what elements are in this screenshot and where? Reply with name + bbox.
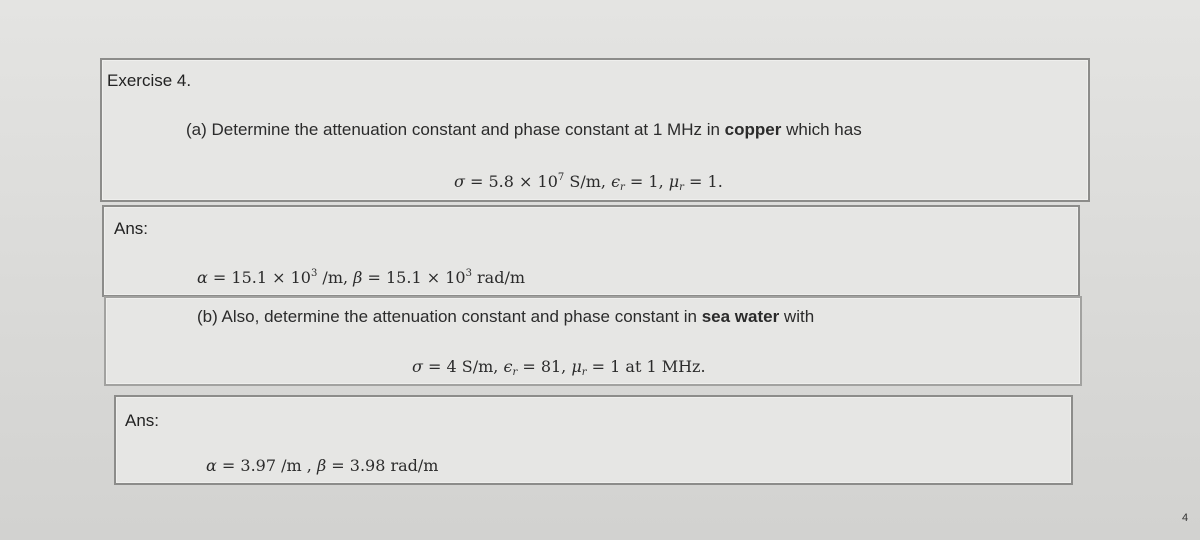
given-a-sigma: 5.8 × 10 bbox=[488, 172, 558, 191]
question-a-material: copper bbox=[724, 120, 782, 139]
given-b-er: = 81, bbox=[522, 357, 567, 376]
answer-b-value bbox=[206, 456, 438, 475]
exercise-title: Exercise 4. bbox=[107, 71, 192, 90]
beta-symbol: β bbox=[316, 456, 327, 475]
answer-a-alpha-exp: 3 bbox=[310, 268, 318, 279]
question-a-pre: (a) Determine the attenuation constant and phase constant at 1 MHz in bbox=[186, 120, 720, 139]
page-number: 4 bbox=[1182, 512, 1189, 524]
question-a-given: $\sigma = 5.8 \times 10^7$ S/m, $\epsilon_r = 1$, $\mu_r = 1$. bbox=[454, 172, 723, 193]
question-a-post: which has bbox=[786, 120, 862, 139]
alpha-symbol: α bbox=[206, 456, 217, 475]
question-b-post: with bbox=[783, 307, 815, 326]
given-a-er: = 1, bbox=[629, 172, 664, 191]
sigma-symbol: σ bbox=[412, 357, 423, 376]
answer-a-alpha-unit: /m, bbox=[322, 268, 349, 287]
question-b-material: sea water bbox=[701, 307, 780, 326]
beta-symbol: β bbox=[353, 268, 363, 287]
given-b-sigma: = 4 S/m, bbox=[428, 357, 499, 376]
answer-a-alpha: 15.1 × 10 bbox=[231, 268, 311, 287]
answer-b-beta: = 3.98 rad/m bbox=[331, 456, 439, 475]
answer-a-label: Ans: bbox=[114, 219, 149, 238]
answer-b-alpha: = 3.97 /m , bbox=[221, 456, 312, 475]
answer-a-beta: 15.1 × 10 bbox=[386, 268, 466, 287]
answer-b-label: Ans: bbox=[125, 411, 160, 430]
answer-a-value: $\alpha = 15.1 \times 10^3$ /m, $\beta = 15.1 \times 10^3$ rad/m bbox=[197, 268, 526, 287]
answer-a-beta-exp: 3 bbox=[465, 268, 472, 279]
question-b-given bbox=[412, 357, 706, 376]
epsilon-symbol: $\epsilon_r$ bbox=[611, 172, 625, 193]
question-a-text bbox=[186, 120, 862, 140]
answer-a-beta-unit: rad/m bbox=[477, 268, 526, 287]
sigma-symbol: σ bbox=[454, 172, 465, 191]
question-b-text bbox=[197, 307, 814, 327]
given-a-sigma-unit: S/m, bbox=[569, 172, 606, 191]
mu-symbol: $\mu_r$ bbox=[571, 357, 587, 378]
question-b-pre: (b) Also, determine the attenuation constant and phase constant in bbox=[197, 307, 697, 326]
epsilon-symbol: $\epsilon_r$ bbox=[503, 357, 518, 378]
given-a-ur: = 1. bbox=[689, 172, 723, 191]
mu-symbol: $\mu_r$ bbox=[668, 172, 684, 193]
given-a-sigma-exp: 7 bbox=[557, 172, 565, 183]
alpha-symbol: α bbox=[197, 268, 208, 287]
given-b-ur: = 1 at 1 MHz. bbox=[591, 357, 706, 376]
